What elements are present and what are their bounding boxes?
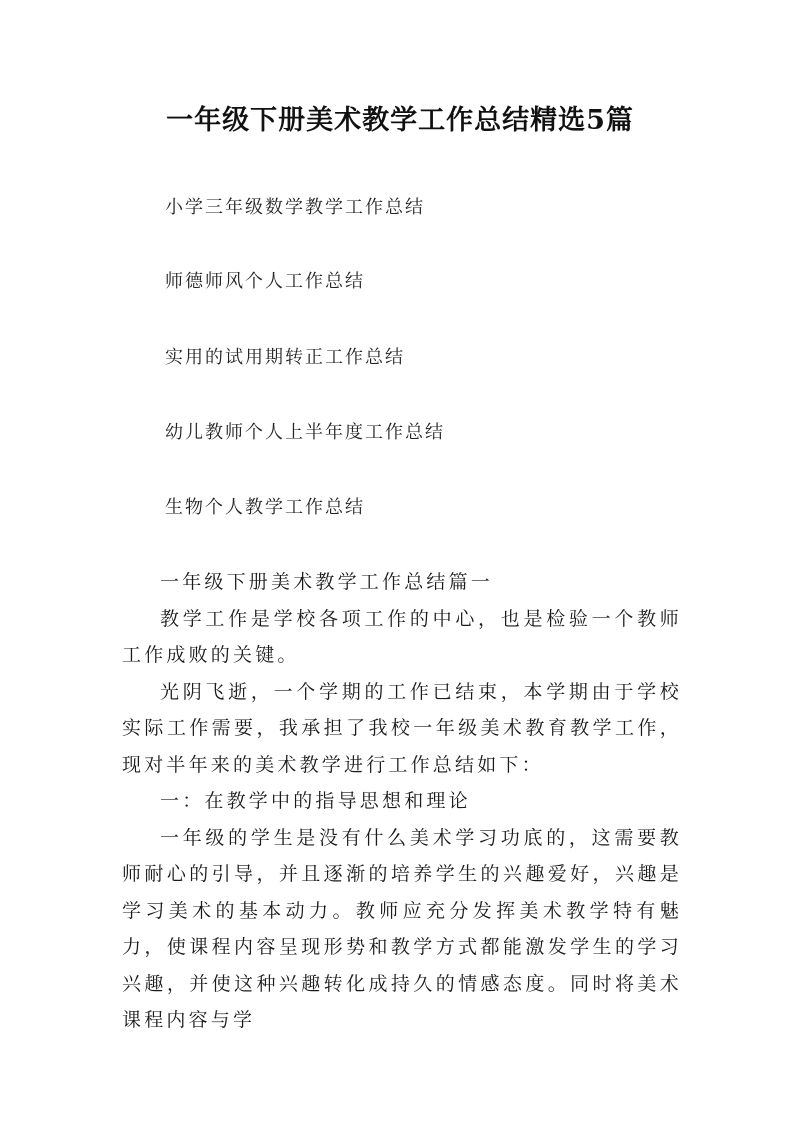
paragraph-1: 教学工作是学校各项工作的中心，也是检验一个教师工作成败的关键。 xyxy=(122,607,682,666)
paragraph-2: 光阴飞逝，一个学期的工作已结束，本学期由于学校实际工作需要，我承担了我校一年级美术教育教学工作，现对半年来的美术教学进行工作总结如下： xyxy=(122,680,682,776)
article-body xyxy=(122,564,682,1039)
related-link-4[interactable]: 幼儿教师个人上半年度工作总结 xyxy=(165,422,445,443)
related-link-3[interactable]: 实用的试用期转正工作总结 xyxy=(165,347,405,368)
section-title: 一年级下册美术教学工作总结篇一 xyxy=(160,571,494,593)
page-title: 一年级下册美术教学工作总结精选5篇 xyxy=(166,105,634,136)
related-link-2[interactable]: 师德师风个人工作总结 xyxy=(165,271,365,292)
related-link-1[interactable]: 小学三年级数学教学工作总结 xyxy=(165,197,425,218)
paragraph-4: 一年级的学生是没有什么美术学习功底的，这需要教师耐心的引导，并且逐渐的培养学生的兴趣爱好，兴趣是学习美术的基本动力。教师应充分发挥美术教学特有魅力，使课程内容呈现形势和教学方式都能激发学生的学习兴趣，并使这种兴趣转化成持久的情感态度。同时将美术课程内容与学 xyxy=(122,826,682,1031)
related-link-5[interactable]: 生物个人教学工作总结 xyxy=(165,497,365,518)
paragraph-3-heading: 一：在教学中的指导思想和理论 xyxy=(160,790,471,812)
